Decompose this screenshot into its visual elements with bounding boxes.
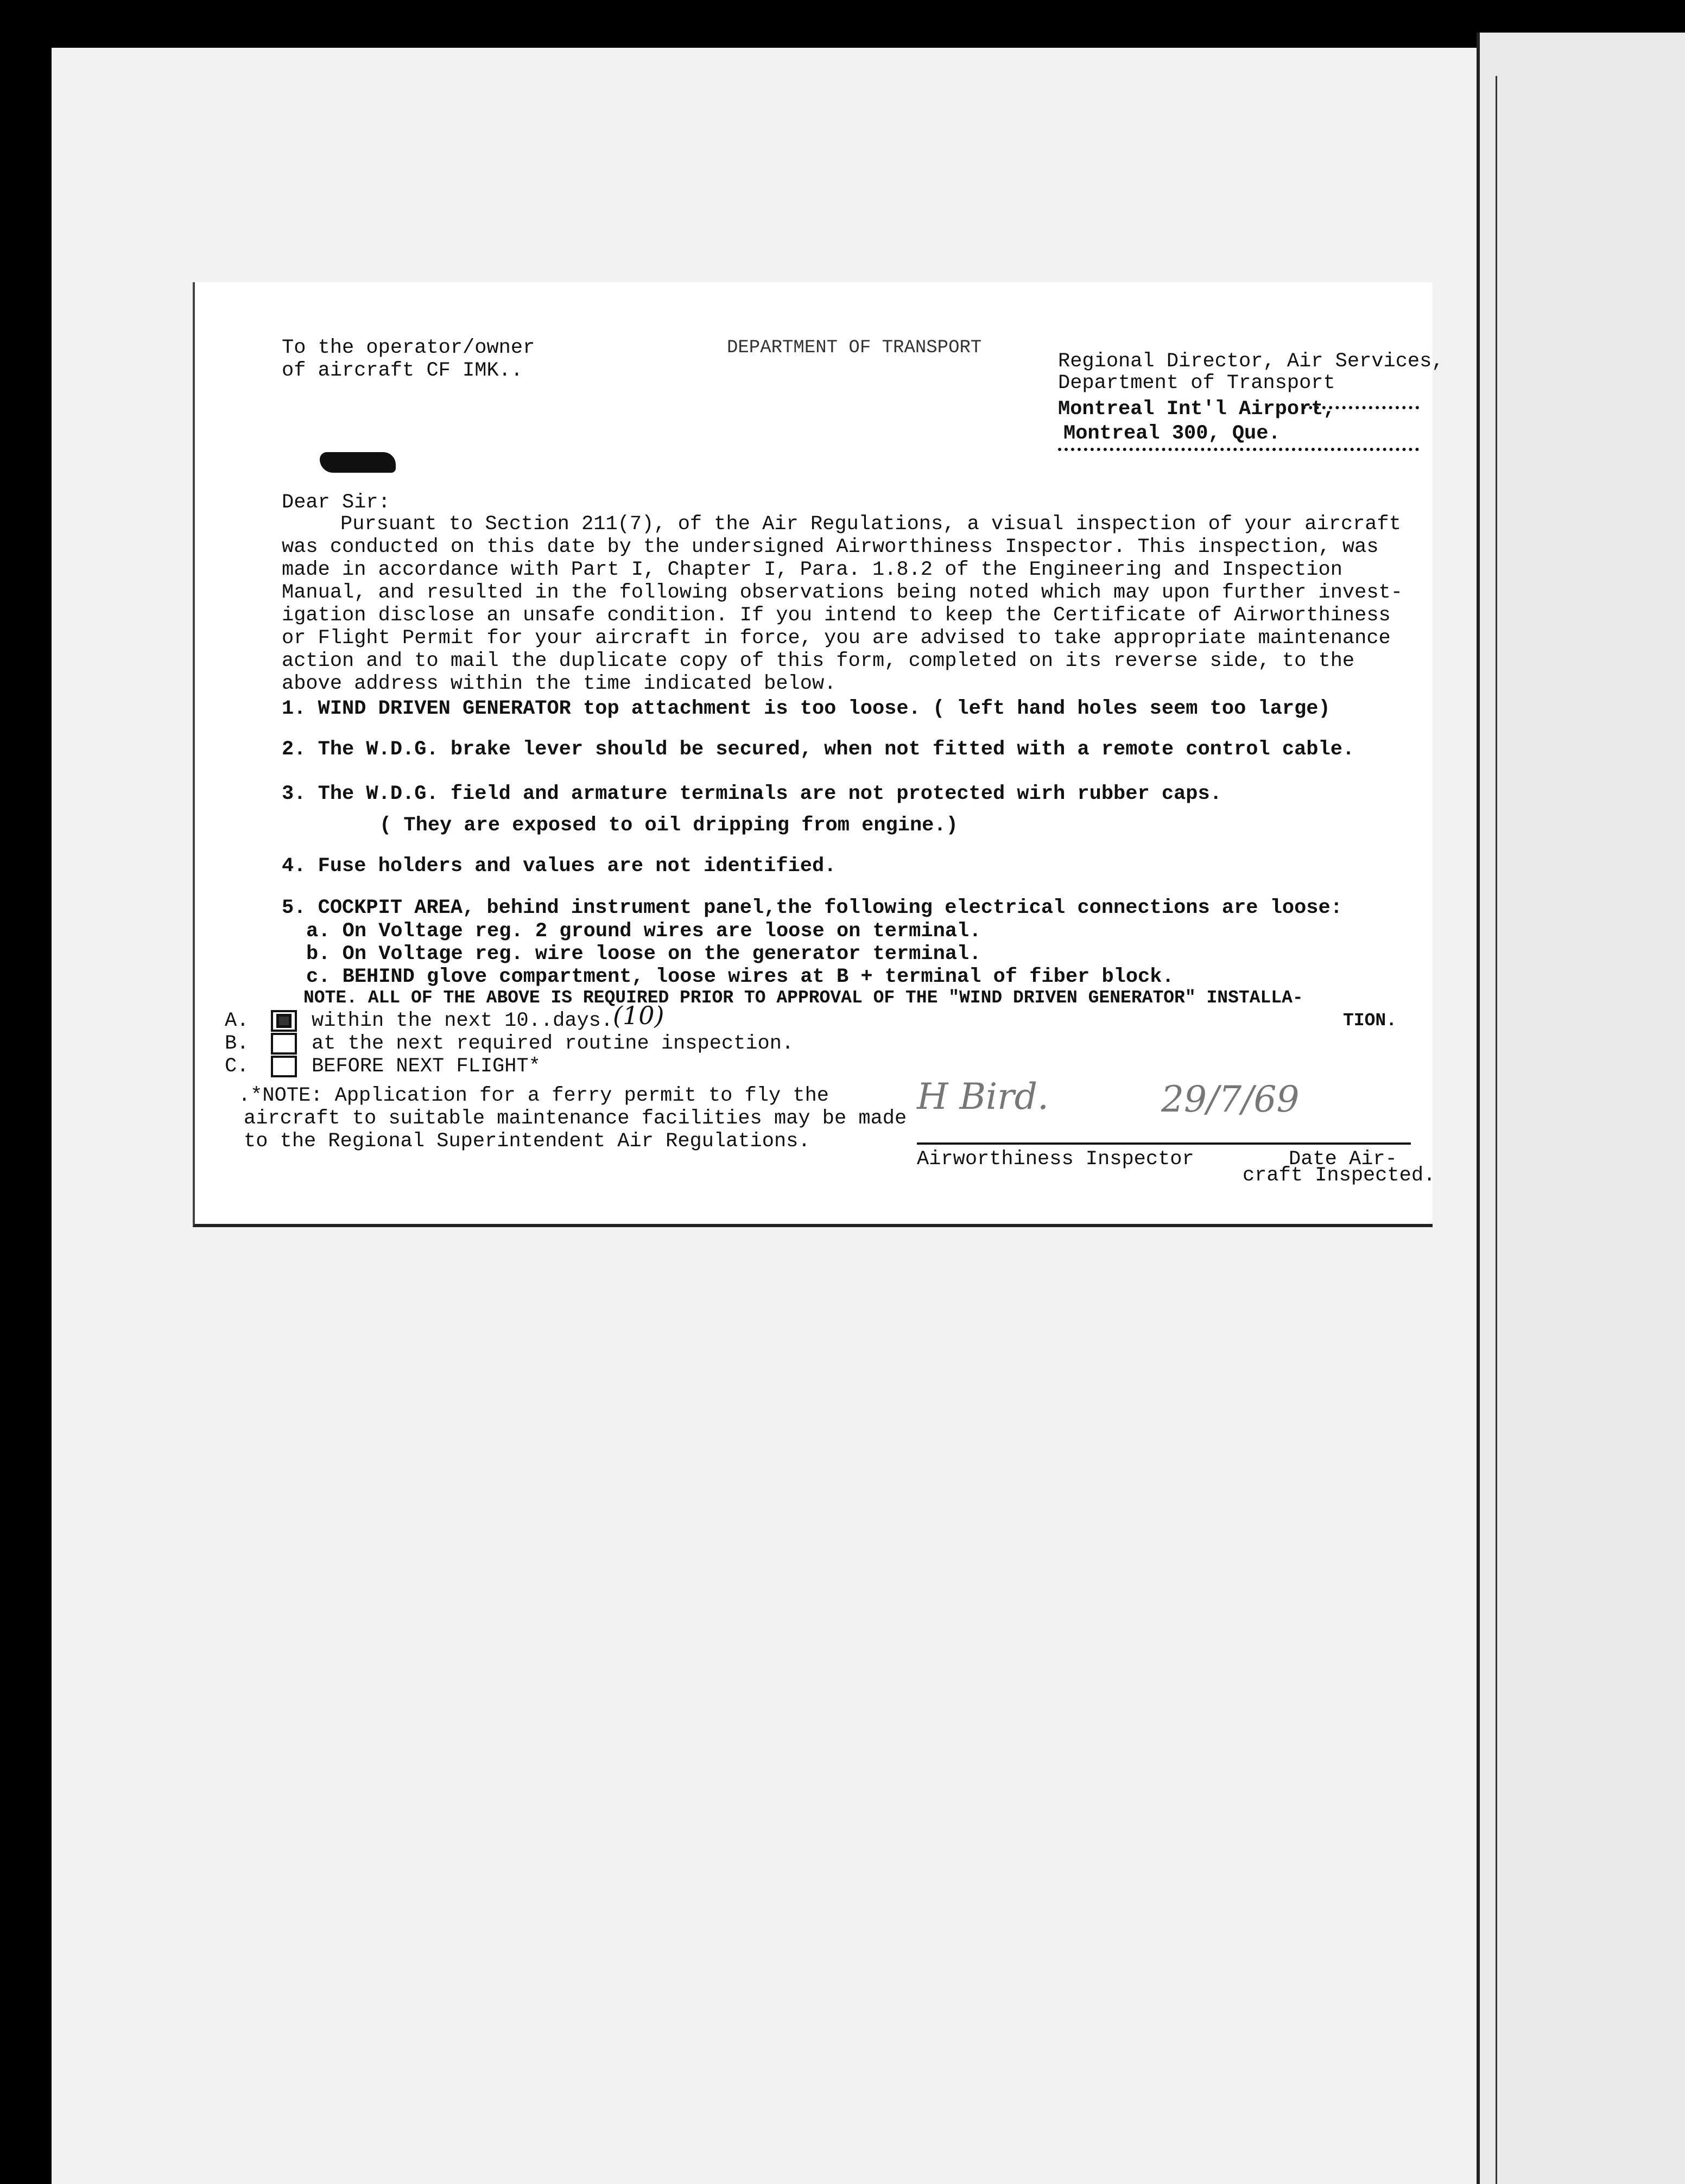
observation-3: 3. The W.D.G. field and armature terminals are not protected wirh rubber caps. [282, 783, 1222, 805]
signature-line [917, 1142, 1411, 1145]
ferry-note-line-1: .*NOTE: Application for a ferry permit to fly the [238, 1084, 829, 1107]
body-line-5: igation disclose an unsafe condition. If you intend to keep the Certificate of Airworthiness [282, 604, 1391, 627]
body-line-4: Manual, and resulted in the following observations being noted which may upon further invest- [282, 581, 1403, 604]
body-line-1: Pursuant to Section 211(7), of the Air Regulations, a visual inspection of your aircraft [340, 513, 1401, 536]
option-c-letter: C. [225, 1055, 249, 1078]
address-line-3: Montreal Int'l Airport, [1058, 398, 1335, 421]
recipient-line-1: To the operator/owner [282, 337, 535, 359]
option-a-text: within the next 10..days. [312, 1010, 613, 1032]
observation-2: 2. The W.D.G. brake lever should be secured, when not fitted with a remote control cable. [282, 738, 1355, 761]
observation-5: 5. COCKPIT AREA, behind instrument panel,the following electrical connections are loose: [282, 897, 1342, 919]
observation-1: 1. WIND DRIVEN GENERATOR top attachment is too loose. ( left hand holes seem too large) [282, 697, 1331, 720]
date-label-1: Date Air- [1289, 1148, 1397, 1171]
option-a-checkbox[interactable] [271, 1010, 297, 1032]
page-fold-line [1496, 76, 1497, 2184]
address-dotted-rule-1 [1302, 406, 1419, 409]
address-line-4: Montreal 300, Que. [1063, 422, 1281, 445]
body-line-8: above address within the time indicated below. [282, 672, 837, 695]
inspector-label: Airworthiness Inspector [917, 1148, 1194, 1171]
approval-note-cont: TION. [1343, 1011, 1397, 1031]
observation-5a: a. On Voltage reg. 2 ground wires are loose on terminal. [306, 920, 981, 943]
option-a-letter: A. [225, 1010, 249, 1032]
approval-note: NOTE. ALL OF THE ABOVE IS REQUIRED PRIOR TO APPROVAL OF THE "WIND DRIVEN GENERATOR" INSTALLA- [303, 988, 1303, 1008]
option-c-checkbox[interactable] [271, 1056, 297, 1077]
observation-5b: b. On Voltage reg. wire loose on the generator terminal. [306, 943, 981, 966]
body-line-7: action and to mail the duplicate copy of this form, completed on its reverse side, to the [282, 650, 1355, 672]
option-b-text: at the next required routine inspection. [312, 1032, 794, 1055]
adjacent-page-edge [1477, 33, 1685, 2184]
observation-5c: c. BEHIND glove compartment, loose wires at B + terminal of fiber block. [306, 966, 1174, 988]
option-b-checkbox[interactable] [271, 1033, 297, 1055]
address-dotted-rule-2 [1058, 448, 1419, 451]
option-c-text: BEFORE NEXT FLIGHT* [312, 1055, 541, 1078]
recipient-line-2: of aircraft CF IMK.. [282, 359, 523, 382]
date-label-2: craft Inspected. [1243, 1164, 1436, 1187]
inspection-date-handwritten: 29/7/69 [1161, 1078, 1300, 1120]
body-line-3: made in accordance with Part I, Chapter I, Para. 1.8.2 of the Engineering and Inspection [282, 558, 1342, 581]
body-line-2: was conducted on this date by the undersigned Airworthiness Inspector. This inspection, was [282, 536, 1379, 558]
address-line-1: Regional Director, Air Services, [1058, 350, 1444, 373]
option-a-handwritten: (10) [613, 1001, 664, 1030]
observation-3-note: ( They are exposed to oil dripping from engine.) [379, 814, 958, 837]
redaction-blot [320, 452, 396, 473]
address-line-2: Department of Transport [1058, 372, 1335, 395]
body-line-6: or Flight Permit for your aircraft in force, you are advised to take appropriate maintenance [282, 627, 1391, 650]
option-b-letter: B. [225, 1032, 249, 1055]
inspector-signature: H Bird. [917, 1076, 1049, 1118]
salutation: Dear Sir: [282, 491, 390, 514]
ferry-note-line-2: aircraft to suitable maintenance facilities may be made [244, 1107, 907, 1130]
observation-4: 4. Fuse holders and values are not identified. [282, 855, 837, 878]
ferry-note-line-3: to the Regional Superintendent Air Regulations. [244, 1130, 810, 1153]
inspection-notice-form [193, 282, 1444, 1227]
department-heading: DEPARTMENT OF TRANSPORT [727, 338, 982, 358]
